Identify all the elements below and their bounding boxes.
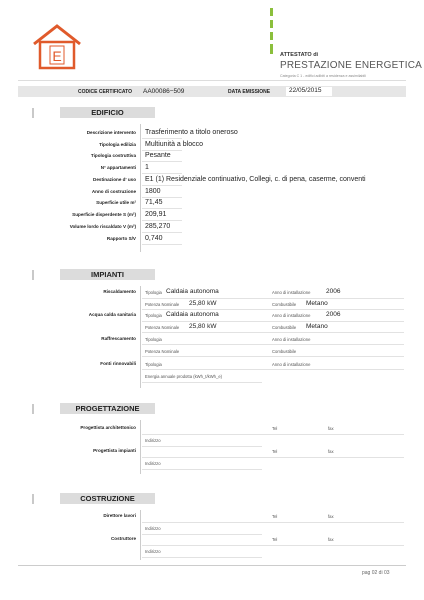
acqua-label: Acqua calda sanitaria: [88, 312, 136, 317]
data-value: 22/05/2015: [286, 87, 332, 96]
tel-label: Tel: [272, 537, 278, 542]
row-rule: [142, 150, 182, 151]
costruzione-row-label: Direttore lavori: [103, 513, 136, 518]
acqua-anno: 2006: [326, 311, 341, 318]
progettazione-row-label: Progettista architettonico: [80, 425, 136, 430]
row-rule: [142, 138, 182, 139]
riscaldamento-label: Riscaldamento: [103, 289, 136, 294]
codice-value: AA00086−509: [143, 88, 185, 95]
row-rule: [142, 208, 182, 209]
edificio-row-label: Rapporto S/V: [106, 236, 136, 241]
row-rule: [142, 161, 182, 162]
row-rule: [142, 522, 404, 523]
column-divider: [140, 510, 141, 560]
document-title: PRESTAZIONE ENERGETICA: [280, 60, 423, 71]
brand-stripe: [270, 8, 274, 58]
row-rule: [142, 309, 404, 310]
edificio-row-label: Superficie utile m²: [96, 200, 136, 205]
row-rule: [142, 457, 404, 458]
combustibile-label: Combustibile: [272, 349, 297, 354]
edificio-row-value: Trasferimento a titolo oneroso: [145, 129, 238, 136]
riscaldamento-potenza: 25,80 kW: [189, 300, 217, 307]
tel-label: Tel: [272, 514, 278, 519]
potenza-label: Potenza Nominale: [145, 349, 180, 354]
row-rule: [142, 545, 404, 546]
riscaldamento-anno: 2006: [326, 288, 341, 295]
section-marker: [32, 494, 34, 504]
edificio-row-value: 1: [145, 164, 149, 171]
edificio-row-value: 1800: [145, 188, 161, 195]
tel-label: Tel: [272, 426, 278, 431]
riscaldamento-tipologia: Caldaia autonoma: [166, 288, 219, 295]
edificio-row-label: Superficie disperdente S (m²): [72, 212, 136, 217]
fax-label: fax: [328, 514, 334, 519]
energia-label: Energia annuale prodotta (kWh_t/kWh_e): [145, 374, 223, 379]
anno-label: Anno di installazione: [272, 362, 311, 367]
divider: [18, 80, 406, 81]
combustibile-label: Combustibile: [272, 302, 297, 307]
row-rule: [142, 232, 182, 233]
indirizzo-label: Indirizzo: [145, 549, 161, 554]
tipologia-label: Tipologia: [145, 290, 162, 295]
fax-label: fax: [328, 426, 334, 431]
row-rule: [142, 332, 404, 333]
indirizzo-label: Indirizzo: [145, 526, 161, 531]
row-rule: [142, 244, 182, 245]
row-rule: [142, 534, 262, 535]
row-rule: [142, 185, 182, 186]
acqua-combustibile: Metano: [306, 323, 328, 330]
column-divider: [140, 286, 141, 388]
row-rule: [142, 356, 404, 357]
potenza-label: Potenza Nominale: [145, 302, 180, 307]
row-rule: [142, 298, 404, 299]
column-divider: [140, 124, 141, 252]
edificio-row-label: N° appartamenti: [100, 165, 136, 170]
row-rule: [142, 197, 182, 198]
tel-label: Tel: [272, 449, 278, 454]
section-impianti: IMPIANTI: [60, 269, 155, 280]
section-marker: [32, 404, 34, 414]
row-rule: [142, 321, 404, 322]
section-marker: [32, 108, 34, 118]
certificate-bar: [18, 86, 406, 97]
costruzione-row-label: Costruttore: [110, 536, 136, 541]
edificio-row-value: E1 (1) Residenziale continuativo, Collegi, c. di pena, caserme, conventi: [145, 176, 366, 183]
row-rule: [142, 382, 262, 383]
edificio-row-value: Multiunità a blocco: [145, 141, 203, 148]
fax-label: fax: [328, 537, 334, 542]
row-rule: [142, 557, 262, 558]
house-e-logo-icon: [30, 22, 84, 70]
riscaldamento-combustibile: Metano: [306, 300, 328, 307]
section-edificio: EDIFICIO: [60, 107, 155, 118]
edificio-row-value: 0,740: [145, 235, 163, 242]
row-rule: [142, 369, 404, 370]
section-progettazione: PROGETTAZIONE: [60, 403, 155, 414]
row-rule: [142, 469, 262, 470]
edificio-row-label: Descrizione intervento: [86, 130, 136, 135]
page-number: pag 02 di 03: [362, 570, 390, 576]
codice-label: CODICE CERTIFICATO: [78, 89, 132, 95]
row-rule: [142, 173, 182, 174]
edificio-row-label: Anno di costruzione: [91, 189, 136, 194]
edificio-row-value: 209,91: [145, 211, 167, 218]
potenza-label: Potenza Nominale: [145, 325, 180, 330]
indirizzo-label: Indirizzo: [145, 461, 161, 466]
tipologia-label: Tipologia: [145, 337, 162, 342]
attestato-label: ATTESTATO di: [280, 52, 319, 58]
anno-label: Anno di installazione: [272, 337, 311, 342]
fax-label: fax: [328, 449, 334, 454]
anno-label: Anno di installazione: [272, 290, 311, 295]
progettazione-row-label: Progettista impianti: [93, 448, 136, 453]
edificio-row-label: Tipologia edilizia: [99, 142, 136, 147]
rinnovabili-label: Fonti rinnovabili: [100, 361, 136, 366]
acqua-potenza: 25,80 kW: [189, 323, 217, 330]
document-subtitle: Categoria C 1 - edifici adibiti a residenza e assimilabili: [280, 74, 366, 78]
anno-label: Anno di installazione: [272, 313, 311, 318]
row-rule: [142, 446, 262, 447]
edificio-row-label: Destinazione d' uso: [93, 177, 136, 182]
footer-rule: [18, 565, 406, 566]
acqua-tipologia: Caldaia autonoma: [166, 311, 219, 318]
edificio-row-value: 285,270: [145, 223, 171, 230]
row-rule: [142, 434, 404, 435]
section-marker: [32, 270, 34, 280]
row-rule: [142, 220, 182, 221]
svg-text:E: E: [52, 48, 62, 64]
row-rule: [142, 344, 404, 345]
edificio-row-value: Pesante: [145, 152, 171, 159]
tipologia-label: Tipologia: [145, 362, 162, 367]
column-divider: [140, 420, 141, 474]
data-label: DATA EMISSIONE: [228, 89, 271, 95]
indirizzo-label: Indirizzo: [145, 438, 161, 443]
edificio-row-label: Tipologia costruttiva: [90, 153, 136, 158]
edificio-row-value: 71,45: [145, 199, 163, 206]
tipologia-label: Tipologia: [145, 313, 162, 318]
combustibile-label: Combustibile: [272, 325, 297, 330]
edificio-row-label: Volume lordo riscaldato V (m³): [69, 224, 136, 229]
raffrescamento-label: Raffrescamento: [101, 336, 136, 341]
section-costruzione: COSTRUZIONE: [60, 493, 155, 504]
